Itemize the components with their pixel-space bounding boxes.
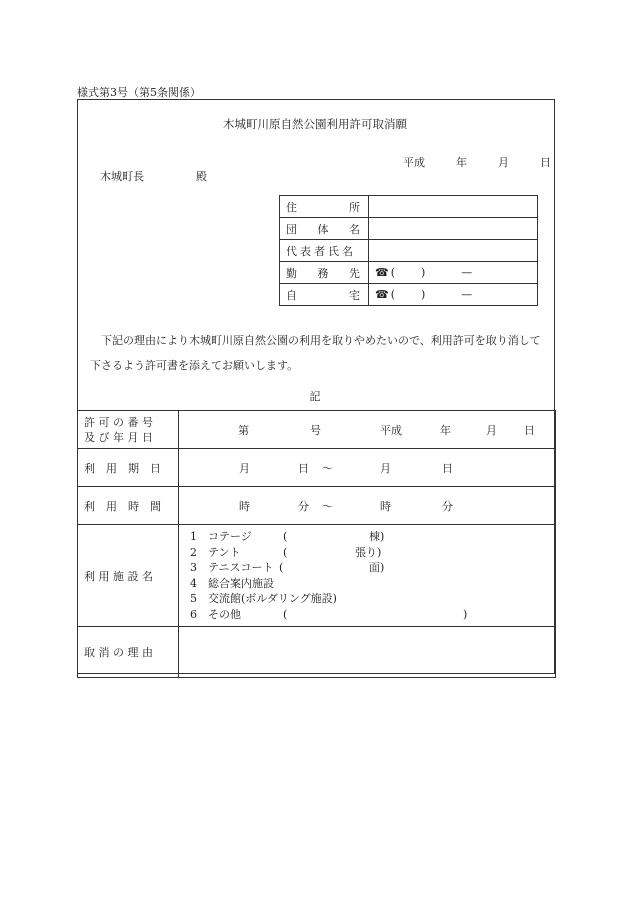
facility-paren-close: 棟) (369, 530, 385, 543)
facility-paren-close: ) (463, 607, 468, 621)
label-char: 体 (317, 222, 329, 236)
facility-row (78, 525, 556, 627)
label-char: 自 (286, 288, 297, 302)
permit-row (78, 411, 556, 449)
permit-era: 平成 (380, 423, 402, 437)
period-tilde: 〜 (322, 461, 333, 475)
addressee: 木城町長 (100, 170, 144, 183)
workplace-phone-field[interactable] (369, 262, 538, 284)
time-field[interactable] (179, 487, 556, 525)
home-phone-field[interactable] (369, 284, 538, 306)
time-row (78, 487, 556, 525)
group-name-field[interactable] (369, 218, 538, 240)
time-hour-end: 時 (380, 499, 391, 513)
workplace-label (280, 262, 369, 284)
facility-item (190, 607, 555, 623)
permit-year: 年 (440, 423, 451, 437)
facility-num: 4 (190, 576, 197, 590)
time-tilde: 〜 (322, 499, 333, 513)
label-char: 名 (349, 222, 360, 236)
label-char: 住 (286, 200, 297, 214)
application-date (403, 154, 551, 170)
facility-paren-open: ( (279, 561, 284, 574)
applicant-row-group (280, 218, 538, 240)
reason-row (78, 627, 556, 678)
facility-num: 5 (190, 592, 197, 605)
form-title: 木城町川原自然公園利用許可取消願 (223, 117, 407, 131)
time-label-text: 利 用 時 間 (84, 499, 161, 513)
applicant-row-work (280, 262, 538, 284)
paren-close: ) (421, 288, 426, 301)
permit-label (78, 411, 179, 449)
facility-paren-open: ( (283, 545, 288, 559)
facility-name: 交流館(ボルダリング施設) (208, 592, 337, 605)
facility-paren-open: ( (283, 607, 288, 621)
period-label-text: 利 用 期 日 (84, 461, 161, 475)
phone-dash: — (461, 266, 473, 279)
period-label (78, 449, 179, 487)
facility-num: 1 (190, 530, 197, 543)
period-field[interactable] (179, 449, 556, 487)
paren-open: ( (390, 288, 395, 301)
applicant-row-home (280, 284, 538, 306)
label-text: 代表者氏名 (286, 244, 356, 258)
facility-num: 3 (190, 561, 197, 574)
facility-num: 2 (190, 545, 197, 559)
representative-label (280, 240, 369, 262)
permit-number-field[interactable] (179, 411, 556, 449)
address-field[interactable] (369, 196, 538, 218)
label-char: 団 (286, 222, 297, 236)
period-row (78, 449, 556, 487)
details-table (77, 410, 556, 678)
time-min-end: 分 (442, 499, 453, 513)
label-char: 先 (349, 266, 360, 280)
label-char: 務 (317, 266, 329, 280)
facility-name: その他 (208, 607, 241, 621)
time-min-start: 分 (298, 499, 309, 513)
paren-open: ( (390, 266, 395, 279)
reason-field[interactable] (179, 627, 556, 678)
permit-no-suffix: 号 (310, 423, 321, 437)
facility-item (190, 576, 555, 592)
group-label (280, 218, 369, 240)
facility-item (190, 560, 555, 576)
facility-num: 6 (190, 607, 197, 621)
period-day-end: 日 (442, 461, 453, 475)
date-month-unit: 月 (498, 156, 509, 169)
facility-name: コテージ (208, 530, 252, 543)
paren-close: ) (421, 266, 426, 279)
representative-name-field[interactable] (369, 240, 538, 262)
ki-heading: 記 (309, 390, 321, 403)
address-label (280, 196, 369, 218)
facility-item (190, 529, 555, 545)
home-label (280, 284, 369, 306)
permit-no-prefix: 第 (238, 423, 249, 437)
period-month-start: 月 (239, 461, 250, 475)
honorific: 殿 (196, 170, 207, 183)
permit-day: 日 (524, 423, 535, 437)
form-number-label: 様式第3号（第5条関係） (77, 86, 201, 99)
date-year-unit: 年 (456, 156, 467, 169)
label-char: 勤 (286, 266, 297, 280)
label-char: 宅 (349, 288, 360, 302)
facility-label (78, 525, 179, 627)
applicant-row-representative (280, 240, 538, 262)
facility-field[interactable] (179, 525, 556, 627)
permit-month: 月 (486, 423, 497, 437)
facility-paren-close: 面) (369, 561, 385, 574)
phone-icon: ☎ (375, 266, 389, 279)
facility-paren-close: 張り) (355, 545, 382, 559)
time-label (78, 487, 179, 525)
facility-paren-open: ( (283, 530, 288, 543)
date-era: 平成 (403, 156, 425, 169)
permit-label-line1: 許 可 の 番 号 (84, 415, 153, 429)
facility-label-text: 利 用 施 設 名 (84, 569, 153, 583)
phone-icon: ☎ (375, 288, 389, 301)
facility-item (190, 591, 555, 607)
phone-dash: — (461, 288, 473, 301)
time-hour-start: 時 (239, 499, 250, 513)
period-month-end: 月 (380, 461, 391, 475)
permit-label-line2: 及 び 年 月 日 (84, 430, 153, 444)
facility-name: 総合案内施設 (208, 576, 274, 590)
request-statement: 下記の理由により木城町川原自然公園の利用を取りやめたいので、利用許可を取り消して下さるよう許可書を添えてお願いします。 (90, 334, 541, 372)
label-char: 所 (349, 200, 360, 214)
date-day-unit: 日 (540, 156, 551, 169)
applicant-row-address (280, 196, 538, 218)
facility-name: テント (208, 545, 241, 559)
reason-label (78, 627, 179, 678)
facility-item (190, 545, 555, 561)
facility-name: テニスコート (208, 561, 274, 574)
period-day-start: 日 (298, 461, 309, 475)
reason-label-text: 取 消 の 理 由 (84, 646, 153, 659)
applicant-table (279, 195, 538, 306)
